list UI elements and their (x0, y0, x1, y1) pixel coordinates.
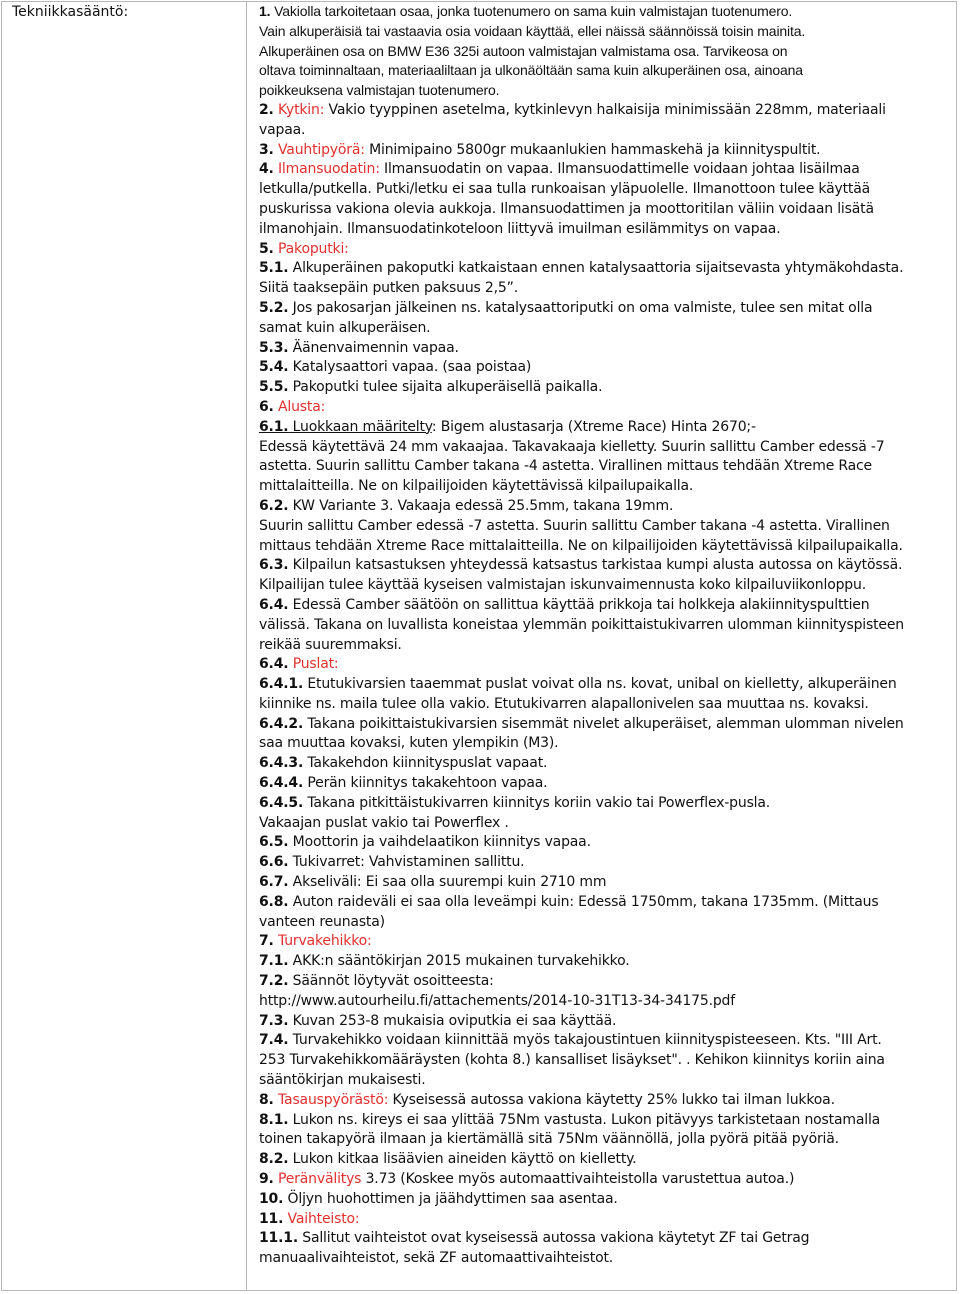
rule-text: Katalysaattori vapaa. (saa poistaa) (288, 359, 532, 376)
rule-line (259, 299, 949, 319)
section-heading: Kytkin: (277, 101, 325, 118)
rule-text: reikää suuremmaksi. (259, 636, 402, 653)
rule-text: Suurin sallittu Camber edessä -7 astetta. Suurin sallittu Camber takana -4 astetta. Virallinen (259, 517, 890, 534)
rule-line (259, 715, 949, 735)
rule-line (259, 200, 949, 220)
rule-line (259, 695, 949, 715)
rule-line (259, 61, 949, 81)
rule-line (259, 537, 949, 557)
rule-text: 3.73 (Koskee myös automaattivaihteistolla varustettua autoa.) (361, 1171, 795, 1188)
rule-line (259, 279, 949, 299)
rule-line (259, 1012, 949, 1032)
rule-line (259, 616, 949, 636)
rule-line (259, 477, 949, 497)
rule-number: 7.2. (259, 973, 289, 990)
rule-text: Vain alkuperäisiä tai vastaavia osia voidaan käyttää, ellei näissä säännöissä toisin mainita. (259, 22, 806, 39)
rule-line (259, 833, 949, 853)
rule-number: 5.1. (259, 260, 289, 277)
rule-line (259, 952, 949, 972)
rule-text: Vakiolla tarkoitetaan osaa, jonka tuotenumero on sama kuin valmistajan tuotenumero. (270, 3, 793, 19)
rule-line (259, 774, 949, 794)
rule-text: Säännöt löytyvät osoitteesta: (288, 973, 494, 990)
rule-number: 5.2. (259, 299, 289, 316)
rule-number: 8.2. (259, 1151, 289, 1168)
rule-text: Vakio tyyppinen asetelma, kytkinlevyn halkaisija minimissään 228mm, materiaali (324, 101, 886, 118)
rule-text: sääntökirjan mukaisesti. (259, 1072, 426, 1089)
rule-line (259, 873, 949, 893)
rule-line (259, 319, 949, 339)
rule-text: Takakehdon kiinnityspuslat vapaat. (303, 755, 548, 772)
rule-number: 3. (259, 141, 274, 158)
rule-text: Öljyn huohottimen ja jäähdyttimen saa asentaa. (283, 1190, 618, 1207)
rule-number: 7. (259, 933, 274, 950)
rule-line (259, 1051, 949, 1071)
rule-text: Kilpailijan tulee käyttää kyseisen valmistajan iskunvaimennusta koko kilpailuviikonloppu. (259, 577, 866, 594)
rule-text: Moottorin ja vaihdelaatikon kiinnitys vapaa. (288, 834, 591, 851)
rule-text: Takana pitkittäistukivarren kiinnitys koriin vakio tai Powerflex-pusla. (303, 794, 771, 811)
rule-text: Akseliväli: Ei saa olla suurempi kuin 2710 mm (288, 874, 607, 891)
rule-line (259, 1249, 949, 1269)
rule-text: Kuvan 253-8 mukaisia oviputkia ei saa käyttää. (288, 1012, 617, 1029)
rule-text: Pakoputki tulee sijaita alkuperäisellä paikalla. (288, 379, 603, 396)
rule-text: Etutukivarsien taaemmat puslat voivat olla ns. kovat, unibal on kielletty, alkuperäinen (303, 676, 897, 693)
rule-number: 11.1. (259, 1230, 298, 1247)
rule-text: Siitä taaksepäin putken paksuus 2,5”. (259, 280, 518, 297)
rule-number: 6.4.5. (259, 794, 304, 811)
rule-line (259, 992, 949, 1012)
rule-text: saa muuttaa kovaksi, kuten ylempikin (M3). (259, 735, 559, 752)
rule-number: 7.4. (259, 1032, 289, 1049)
rule-line (259, 240, 949, 260)
rule-line (259, 972, 949, 992)
rule-line (259, 398, 949, 418)
rule-text: Alkuperäinen pakoputki katkaistaan ennen katalysaattoria sijaitsevasta yhtymäkohdasta. (288, 260, 904, 277)
rule-text: Kyseisessä autossa vakiona käytetty 25% lukko tai ilman lukkoa. (388, 1091, 835, 1108)
rule-number: 6.7. (259, 874, 289, 891)
row-label: Tekniikkasääntö: (12, 4, 129, 20)
rule-text: vapaa. (259, 121, 306, 138)
rule-number: 10. (259, 1190, 284, 1207)
rule-line (259, 1150, 949, 1170)
rule-text: oltava toiminnaltaan, materiaaliltaan ja ulkonäöltään sama kuin alkuperäinen osa, ainoana (259, 62, 803, 79)
rule-number: 2. (259, 101, 274, 118)
rule-text: Lukon ns. kireys ei saa ylittää 75Nm vastusta. Lukon pitävyys tarkistetaan nostamalla (288, 1111, 881, 1128)
rule-line (259, 1111, 949, 1131)
rule-text: samat kuin alkuperäisen. (259, 319, 431, 336)
rule-text: ilmanohjain. Ilmansuodatinkoteloon liittyvä imuilman esilämmitys on vapaa. (259, 220, 781, 237)
rule-number: 6. (259, 398, 274, 415)
rule-text: Tukivarret: Vahvistaminen sallittu. (288, 854, 525, 871)
rule-text: Alkuperäinen osa on BMW E36 325i autoon valmistajan valmistama osa. Tarvikeosa on (259, 42, 788, 59)
rule-text: Jos pakosarjan jälkeinen ns. katalysaattoriputki on oma valmiste, tulee sen mitat olla (288, 299, 873, 316)
rule-text: kiinnike ns. maila tulee olla vakio. Etutukivarren alapallonivelen saa muuttaa ns. kovaksi. (259, 695, 869, 712)
section-heading: Turvakehikko: (277, 933, 372, 950)
rule-number: 6.5. (259, 834, 289, 851)
rule-text: Auton raideväli ei saa olla leveämpi kuin: Edessä 1750mm, takana 1735mm. (Mittaus (292, 893, 879, 910)
rule-number: 5.3. (259, 339, 289, 356)
rule-line (259, 1031, 949, 1051)
rule-line (259, 438, 949, 458)
rule-number: 7.3. (259, 1012, 289, 1029)
rule-line (259, 160, 949, 180)
rule-line (259, 1130, 949, 1150)
rule-text: Lukon kitkaa lisäävien aineiden käyttö on kielletty. (288, 1151, 637, 1168)
rule-text: mittaus tehdään Xtreme Race mittalaitteilla. Ne on kilpailijoiden käytettävissä kilpailupaikalla. (259, 537, 903, 554)
rule-text: Luokkaan määritelty (288, 418, 432, 435)
rule-line (259, 81, 949, 101)
rule-text: Turvakehikko voidaan kiinnittää myös takajoustintuen kiinnityspisteeseen. Kts. "III Art. (288, 1032, 882, 1049)
rule-text: Minimipaino 5800gr mukaanlukien hammaskehä ja kiinnityspultit. (364, 141, 821, 158)
rule-text: Kilpailun katsastuksen yhteydessä katsastus tarkistaa kumpi alusta autossa on käytössä. (288, 557, 903, 574)
rule-line (259, 339, 949, 359)
rule-line (259, 675, 949, 695)
rule-number: 6.4.3. (259, 755, 304, 772)
rule-line (259, 1071, 949, 1091)
rule-line (259, 814, 949, 834)
rule-line (259, 655, 949, 675)
rule-line (259, 259, 949, 279)
rule-text: 253 Turvakehikkomääräysten (kohta 8.) kansalliset lisäykset". . Kehikon kiinnitys koriin aina (259, 1052, 885, 1069)
section-heading: Alusta: (277, 398, 326, 415)
rule-number: 6.8. (259, 893, 289, 910)
rule-text: mittalaitteilla. Ne on kilpailijoiden käytettävissä kilpailupaikalla. (259, 478, 694, 495)
rule-line (259, 180, 949, 200)
rule-text: http://www.autourheilu.fi/attachements/2014-10-31T13-34-34175.pdf (259, 992, 735, 1009)
rule-line (259, 734, 949, 754)
section-heading: Vauhtipyörä: (277, 141, 365, 158)
rule-line (259, 556, 949, 576)
rule-text: manuaalivaihteistot, sekä ZF automaattivaihteistot. (259, 1250, 614, 1267)
rule-line (259, 1210, 949, 1230)
rule-number: 6.2. (259, 497, 289, 514)
section-heading: Ilmansuodatin: (277, 161, 380, 178)
rule-line (259, 378, 949, 398)
rule-number: 6.4.4. (259, 775, 304, 792)
rule-number: 8.1. (259, 1111, 289, 1128)
column-divider (246, 1, 247, 1291)
rule-line (259, 418, 949, 438)
rule-number: 6.4.1. (259, 676, 304, 693)
rule-line (259, 517, 949, 537)
rule-text: Edessä Camber säätöön on sallittua käyttää prikkoja tai holkkeja alakiinnityspulttien (288, 596, 870, 613)
rule-number: 7.1. (259, 953, 289, 970)
rule-number: 4. (259, 161, 274, 178)
rule-line (259, 932, 949, 952)
rule-number: 11. (259, 1210, 284, 1227)
rule-line (259, 913, 949, 933)
rule-text: Edessä käytettävä 24 mm vakaajaa. Takavakaaja kielletty. Suurin sallittu Camber edessä -7 (259, 438, 885, 455)
rule-text: Äänenvaimennin vapaa. (288, 339, 459, 356)
rule-line (259, 497, 949, 517)
rule-text: puskurissa vakiona olevia aukkoja. Ilmansuodattimen ja moottoritilan väliin voidaan lisätä (259, 200, 874, 217)
rule-line (259, 596, 949, 616)
rule-text: AKK:n sääntökirjan 2015 mukainen turvakehikko. (288, 953, 630, 970)
rule-number: 5.5. (259, 379, 289, 396)
rule-text: poikkeuksena valmistajan tuotenumero. (259, 82, 500, 99)
rule-text: Ilmansuodatin on vapaa. Ilmansuodattimelle voidaan johtaa lisäilmaa (379, 161, 860, 178)
rule-text: toinen takapyörä ilmaan ja kiertämällä sitä 75Nm väännöllä, jolla pyörä pitää pyöriä. (259, 1131, 839, 1148)
rule-number: 5.4. (259, 359, 289, 376)
rule-line (259, 794, 949, 814)
rule-text: välissä. Takana on luvallista koneistaa ylemmän poikittaistukivarren ulomman kiinnityspisteen (259, 616, 904, 633)
rule-line (259, 2, 949, 22)
rule-line (259, 457, 949, 477)
section-heading: Vaihteisto: (287, 1210, 360, 1227)
rule-line (259, 101, 949, 121)
rule-number: 6.4. (259, 596, 289, 613)
rule-number: 6.4.2. (259, 715, 304, 732)
rule-number: 6.1. (259, 418, 289, 435)
rule-line (259, 636, 949, 656)
rule-number: 6.3. (259, 557, 289, 574)
section-heading: Puslat: (292, 656, 339, 673)
rule-text: vanteen reunasta) (259, 913, 385, 930)
section-heading: Peränvälitys (277, 1171, 362, 1188)
rule-text: Perän kiinnitys takakehtoon vapaa. (303, 775, 548, 792)
rule-line (259, 754, 949, 774)
rule-line (259, 1229, 949, 1249)
rules-content (259, 2, 949, 1269)
rule-number: 1. (259, 3, 271, 19)
section-heading: Pakoputki: (277, 240, 349, 257)
rule-line (259, 1190, 949, 1210)
rule-number: 9. (259, 1171, 274, 1188)
rule-line (259, 22, 949, 42)
rule-line (259, 141, 949, 161)
rule-line (259, 42, 949, 62)
rule-line (259, 853, 949, 873)
rule-text: Vakaajan puslat vakio tai Powerflex . (259, 814, 509, 831)
rule-text: Sallitut vaihteistot ovat kyseisessä autossa vakiona käytetyt ZF tai Getrag (297, 1230, 810, 1247)
rule-line (259, 220, 949, 240)
rule-text: KW Variante 3. Vakaaja edessä 25.5mm, takana 19mm. (288, 497, 674, 514)
rule-line (259, 893, 949, 913)
section-heading: Tasauspyörästö: (277, 1091, 389, 1108)
rule-number: 8. (259, 1091, 274, 1108)
rule-number: 6.6. (259, 854, 289, 871)
rule-number: 6.4. (259, 656, 289, 673)
rule-line (259, 1091, 949, 1111)
rule-line (259, 576, 949, 596)
rule-text: : Bigem alustasarja (Xtreme Race) Hinta 2670;- (431, 418, 756, 435)
rule-line (259, 358, 949, 378)
rule-line (259, 121, 949, 141)
rule-text: astetta. Suurin sallittu Camber takana -4 astetta. Virallinen mittaus tehdään Xtreme Race (259, 458, 872, 475)
rule-text: Takana poikittaistukivarsien sisemmät nivelet alkuperäiset, alemman ulomman nivelen (303, 715, 904, 732)
rule-text: letkulla/putkella. Putki/letku ei saa tulla runkoaisan yläpuolelle. Ilmanottoon tulee käyttää (259, 181, 871, 198)
rule-number: 5. (259, 240, 274, 257)
rule-line (259, 1170, 949, 1190)
